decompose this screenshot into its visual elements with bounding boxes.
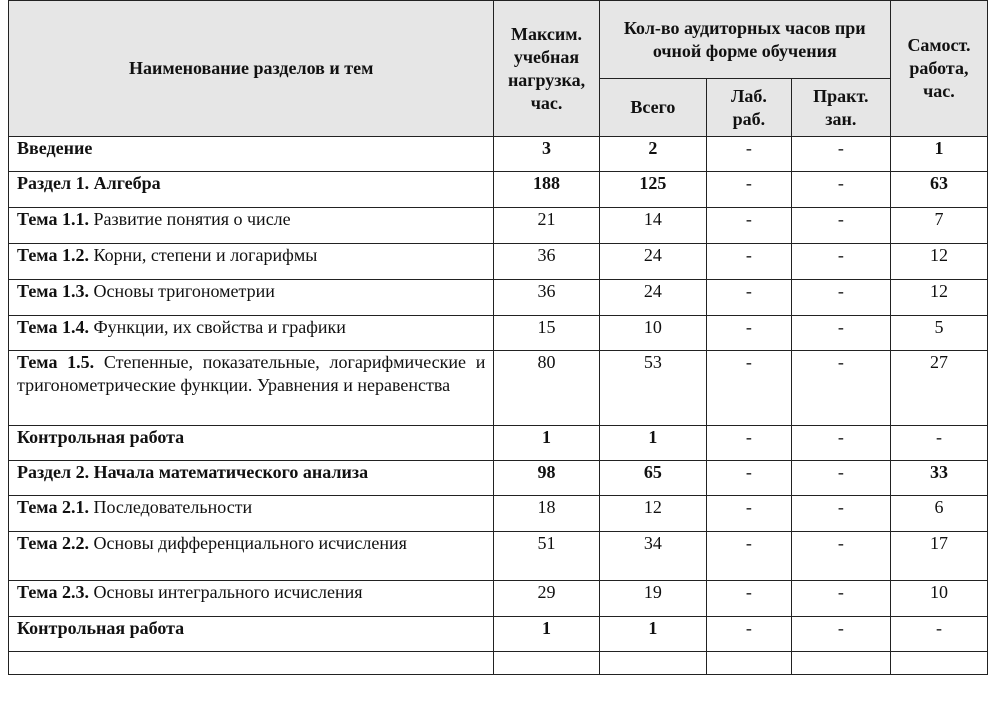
row-lab: - bbox=[707, 280, 792, 316]
row-max: 18 bbox=[494, 496, 599, 532]
row-lab: - bbox=[707, 351, 792, 426]
table-row bbox=[9, 244, 988, 280]
row-name: Раздел 2. Начала математического анализа bbox=[9, 461, 494, 496]
row-lab: - bbox=[707, 316, 792, 351]
row-practice: - bbox=[791, 316, 890, 351]
row-practice: - bbox=[791, 351, 890, 426]
table-row bbox=[9, 461, 988, 496]
row-max-empty bbox=[494, 652, 599, 675]
table-row-partial bbox=[9, 652, 988, 675]
row-practice: - bbox=[791, 244, 890, 280]
row-total: 12 bbox=[599, 496, 706, 532]
table-row bbox=[9, 496, 988, 532]
row-practice: - bbox=[791, 280, 890, 316]
row-lab: - bbox=[707, 496, 792, 532]
row-self: 7 bbox=[890, 208, 987, 244]
header-self-study: Самост. работа, час. bbox=[890, 1, 987, 137]
row-total-empty bbox=[599, 652, 706, 675]
row-name: Тема 1.5. Степенные, показательные, логарифмические и тригонометрические функции. Уравнения и неравенства bbox=[9, 351, 494, 426]
row-total: 19 bbox=[599, 581, 706, 617]
table-row bbox=[9, 351, 988, 426]
row-self-empty bbox=[890, 652, 987, 675]
table-row bbox=[9, 137, 988, 172]
row-practice: - bbox=[791, 581, 890, 617]
row-self: 17 bbox=[890, 532, 987, 581]
row-name: Раздел 1. Алгебра bbox=[9, 172, 494, 208]
row-total: 2 bbox=[599, 137, 706, 172]
row-name: Контрольная работа bbox=[9, 617, 494, 652]
row-lab: - bbox=[707, 581, 792, 617]
row-name: Тема 1.1. Развитие понятия о числе bbox=[9, 208, 494, 244]
row-lab: - bbox=[707, 137, 792, 172]
row-lab: - bbox=[707, 244, 792, 280]
row-max: 21 bbox=[494, 208, 599, 244]
row-max: 1 bbox=[494, 426, 599, 461]
row-max: 15 bbox=[494, 316, 599, 351]
row-total: 24 bbox=[599, 244, 706, 280]
row-max: 1 bbox=[494, 617, 599, 652]
row-practice: - bbox=[791, 426, 890, 461]
row-name: Тема 1.3. Основы тригонометрии bbox=[9, 280, 494, 316]
row-practice: - bbox=[791, 496, 890, 532]
row-name: Введение bbox=[9, 137, 494, 172]
row-name: Контрольная работа bbox=[9, 426, 494, 461]
header-lab: Лаб. раб. bbox=[707, 79, 792, 137]
table-row bbox=[9, 532, 988, 581]
row-self: 6 bbox=[890, 496, 987, 532]
row-lab: - bbox=[707, 208, 792, 244]
row-self: 63 bbox=[890, 172, 987, 208]
row-total: 1 bbox=[599, 617, 706, 652]
row-self: 27 bbox=[890, 351, 987, 426]
row-max: 29 bbox=[494, 581, 599, 617]
table-row bbox=[9, 280, 988, 316]
row-practice: - bbox=[791, 208, 890, 244]
row-name-empty bbox=[9, 652, 494, 675]
row-total: 34 bbox=[599, 532, 706, 581]
row-practice-empty bbox=[791, 652, 890, 675]
header-section-name: Наименование разделов и тем bbox=[9, 1, 494, 137]
table-row bbox=[9, 316, 988, 351]
row-self: 1 bbox=[890, 137, 987, 172]
row-name: Тема 2.3. Основы интегрального исчисления bbox=[9, 581, 494, 617]
row-practice: - bbox=[791, 532, 890, 581]
row-name: Тема 2.2. Основы дифференциального исчисления bbox=[9, 532, 494, 581]
table-row bbox=[9, 172, 988, 208]
row-practice: - bbox=[791, 461, 890, 496]
row-total: 24 bbox=[599, 280, 706, 316]
row-max: 3 bbox=[494, 137, 599, 172]
row-max: 51 bbox=[494, 532, 599, 581]
row-total: 65 bbox=[599, 461, 706, 496]
header-practice: Практ. зан. bbox=[791, 79, 890, 137]
row-practice: - bbox=[791, 172, 890, 208]
row-max: 36 bbox=[494, 244, 599, 280]
row-lab: - bbox=[707, 617, 792, 652]
row-max: 98 bbox=[494, 461, 599, 496]
row-lab: - bbox=[707, 426, 792, 461]
header-auditory-hours: Кол-во аудиторных часов при очной форме обучения bbox=[599, 1, 890, 79]
header-max-load: Максим. учебная нагрузка, час. bbox=[494, 1, 599, 137]
row-self: 12 bbox=[890, 244, 987, 280]
curriculum-table bbox=[8, 0, 988, 675]
row-practice: - bbox=[791, 617, 890, 652]
table-row bbox=[9, 617, 988, 652]
row-self: 5 bbox=[890, 316, 987, 351]
table-row bbox=[9, 581, 988, 617]
curriculum-table-container bbox=[8, 0, 988, 675]
row-self: 33 bbox=[890, 461, 987, 496]
row-name: Тема 2.1. Последовательности bbox=[9, 496, 494, 532]
table-row bbox=[9, 208, 988, 244]
row-self: - bbox=[890, 617, 987, 652]
row-total: 10 bbox=[599, 316, 706, 351]
row-max: 36 bbox=[494, 280, 599, 316]
row-lab-empty bbox=[707, 652, 792, 675]
row-lab: - bbox=[707, 532, 792, 581]
row-self: 12 bbox=[890, 280, 987, 316]
row-max: 188 bbox=[494, 172, 599, 208]
row-self: 10 bbox=[890, 581, 987, 617]
row-total: 14 bbox=[599, 208, 706, 244]
row-total: 1 bbox=[599, 426, 706, 461]
header-total: Всего bbox=[599, 79, 706, 137]
row-name: Тема 1.4. Функции, их свойства и графики bbox=[9, 316, 494, 351]
table-row bbox=[9, 426, 988, 461]
row-max: 80 bbox=[494, 351, 599, 426]
row-name: Тема 1.2. Корни, степени и логарифмы bbox=[9, 244, 494, 280]
row-total: 53 bbox=[599, 351, 706, 426]
row-total: 125 bbox=[599, 172, 706, 208]
row-practice: - bbox=[791, 137, 890, 172]
row-lab: - bbox=[707, 461, 792, 496]
row-self: - bbox=[890, 426, 987, 461]
row-lab: - bbox=[707, 172, 792, 208]
